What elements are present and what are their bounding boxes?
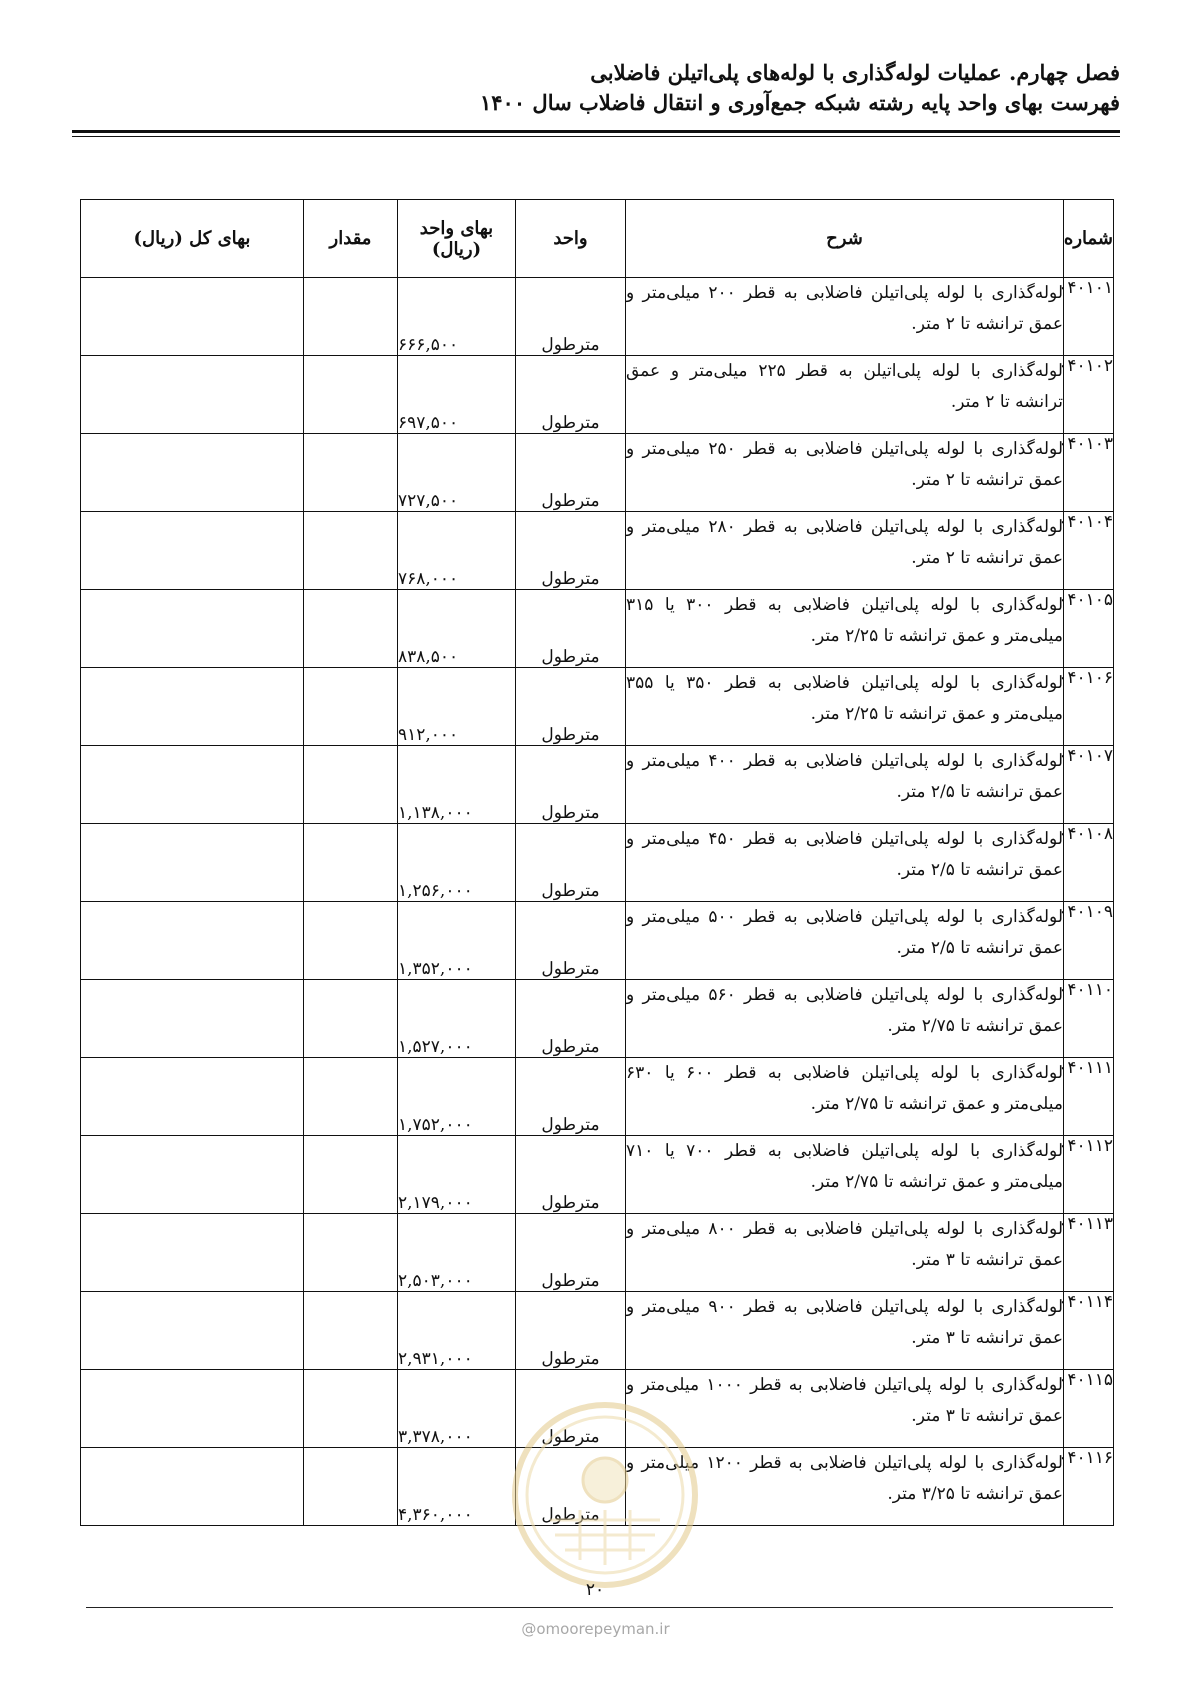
item-description: لوله‌گذاری با لوله پلی‌اتیلن فاضلابی به قطر ۴۰۰ میلی‌متر و عمق ترانشه تا ۲/۵ متر. bbox=[626, 746, 1064, 824]
item-quantity bbox=[304, 590, 398, 668]
item-number: ۰۴۰۱۰۴ bbox=[1064, 512, 1114, 590]
item-number: ۰۴۰۱۰۷ bbox=[1064, 746, 1114, 824]
item-unit-price: ۴,۳۶۰,۰۰۰ bbox=[398, 1448, 516, 1526]
table-row bbox=[81, 824, 1114, 902]
item-number: ۰۴۰۱۱۴ bbox=[1064, 1292, 1114, 1370]
item-unit: مترطول bbox=[516, 1214, 626, 1292]
item-unit-price: ۶۹۷,۵۰۰ bbox=[398, 356, 516, 434]
item-description: لوله‌گذاری با لوله پلی‌اتیلن فاضلابی به قطر ۲۰۰ میلی‌متر و عمق ترانشه تا ۲ متر. bbox=[626, 278, 1064, 356]
item-unit-price: ۱,۷۵۲,۰۰۰ bbox=[398, 1058, 516, 1136]
item-description: لوله‌گذاری با لوله پلی‌اتیلن فاضلابی به قطر ۷۰۰ یا ۷۱۰ میلی‌متر و عمق ترانشه تا ۲/۷۵ متر. bbox=[626, 1136, 1064, 1214]
item-number: ۰۴۰۱۰۹ bbox=[1064, 902, 1114, 980]
header-rule-thin bbox=[72, 136, 1120, 137]
item-unit-price: ۲,۱۷۹,۰۰۰ bbox=[398, 1136, 516, 1214]
item-total-price bbox=[81, 980, 304, 1058]
item-number: ۰۴۰۱۰۱ bbox=[1064, 278, 1114, 356]
item-number: ۰۴۰۱۰۶ bbox=[1064, 668, 1114, 746]
item-quantity bbox=[304, 824, 398, 902]
chapter-title: فصل چهارم. عملیات لوله‌گذاری با لوله‌های پلی‌اتیلن فاضلابی bbox=[590, 60, 1120, 85]
item-number: ۰۴۰۱۱۲ bbox=[1064, 1136, 1114, 1214]
item-total-price bbox=[81, 902, 304, 980]
table-row bbox=[81, 746, 1114, 824]
item-quantity bbox=[304, 980, 398, 1058]
header-rule-thick bbox=[72, 130, 1120, 133]
table-row bbox=[81, 1058, 1114, 1136]
item-quantity bbox=[304, 1214, 398, 1292]
table-row bbox=[81, 434, 1114, 512]
footer-rule bbox=[86, 1607, 1113, 1608]
table-row bbox=[81, 668, 1114, 746]
item-number: ۰۴۰۱۰۸ bbox=[1064, 824, 1114, 902]
item-description: لوله‌گذاری با لوله پلی‌اتیلن فاضلابی به قطر ۳۰۰ یا ۳۱۵ میلی‌متر و عمق ترانشه تا ۲/۲۵ متر. bbox=[626, 590, 1064, 668]
item-unit: مترطول bbox=[516, 824, 626, 902]
page-number: ۲۰ bbox=[585, 1580, 605, 1600]
item-number: ۰۴۰۱۱۰ bbox=[1064, 980, 1114, 1058]
item-unit-price: ۱,۲۵۶,۰۰۰ bbox=[398, 824, 516, 902]
table-header-row bbox=[81, 200, 1114, 278]
item-unit-price: ۲,۹۳۱,۰۰۰ bbox=[398, 1292, 516, 1370]
item-quantity bbox=[304, 746, 398, 824]
item-description: لوله‌گذاری با لوله پلی‌اتیلن فاضلابی به قطر ۸۰۰ میلی‌متر و عمق ترانشه تا ۳ متر. bbox=[626, 1214, 1064, 1292]
item-quantity bbox=[304, 356, 398, 434]
item-number: ۰۴۰۱۱۱ bbox=[1064, 1058, 1114, 1136]
item-unit: مترطول bbox=[516, 668, 626, 746]
item-unit-price: ۸۳۸,۵۰۰ bbox=[398, 590, 516, 668]
item-unit: مترطول bbox=[516, 590, 626, 668]
table-row bbox=[81, 512, 1114, 590]
item-unit-price: ۶۶۶,۵۰۰ bbox=[398, 278, 516, 356]
watermark-url: @omoorepeyman.ir bbox=[521, 1620, 670, 1638]
item-quantity bbox=[304, 1292, 398, 1370]
item-total-price bbox=[81, 434, 304, 512]
item-unit: مترطول bbox=[516, 356, 626, 434]
item-number: ۰۴۰۱۰۳ bbox=[1064, 434, 1114, 512]
price-list-table bbox=[80, 199, 1114, 1526]
item-description: لوله‌گذاری با لوله پلی‌اتیلن فاضلابی به قطر ۹۰۰ میلی‌متر و عمق ترانشه تا ۳ متر. bbox=[626, 1292, 1064, 1370]
item-quantity bbox=[304, 902, 398, 980]
item-unit: مترطول bbox=[516, 1370, 626, 1448]
item-quantity bbox=[304, 1448, 398, 1526]
table-row bbox=[81, 590, 1114, 668]
item-total-price bbox=[81, 1136, 304, 1214]
item-quantity bbox=[304, 278, 398, 356]
item-number: ۰۴۰۱۰۵ bbox=[1064, 590, 1114, 668]
item-total-price bbox=[81, 278, 304, 356]
item-quantity bbox=[304, 512, 398, 590]
item-quantity bbox=[304, 434, 398, 512]
item-unit: مترطول bbox=[516, 434, 626, 512]
item-unit: مترطول bbox=[516, 980, 626, 1058]
item-quantity bbox=[304, 1370, 398, 1448]
item-unit: مترطول bbox=[516, 902, 626, 980]
item-description: لوله‌گذاری با لوله پلی‌اتیلن فاضلابی به قطر ۱۰۰۰ میلی‌متر و عمق ترانشه تا ۳ متر. bbox=[626, 1370, 1064, 1448]
item-total-price bbox=[81, 1214, 304, 1292]
item-unit-price: ۱,۵۲۷,۰۰۰ bbox=[398, 980, 516, 1058]
item-unit-price: ۷۲۷,۵۰۰ bbox=[398, 434, 516, 512]
item-unit-price: ۳,۳۷۸,۰۰۰ bbox=[398, 1370, 516, 1448]
item-quantity bbox=[304, 668, 398, 746]
item-number: ۰۴۰۱۱۶ bbox=[1064, 1448, 1114, 1526]
item-total-price bbox=[81, 1448, 304, 1526]
item-description: لوله‌گذاری با لوله پلی‌اتیلن فاضلابی به قطر ۵۰۰ میلی‌متر و عمق ترانشه تا ۲/۵ متر. bbox=[626, 902, 1064, 980]
item-quantity bbox=[304, 1058, 398, 1136]
item-description: لوله‌گذاری با لوله پلی‌اتیلن فاضلابی به قطر ۵۶۰ میلی‌متر و عمق ترانشه تا ۲/۷۵ متر. bbox=[626, 980, 1064, 1058]
table-row bbox=[81, 1136, 1114, 1214]
item-description: لوله‌گذاری با لوله پلی‌اتیلن فاضلابی به قطر ۲۵۰ میلی‌متر و عمق ترانشه تا ۲ متر. bbox=[626, 434, 1064, 512]
column-header-unit: واحد bbox=[516, 200, 626, 278]
item-unit: مترطول bbox=[516, 746, 626, 824]
table-row bbox=[81, 980, 1114, 1058]
item-number: ۰۴۰۱۱۵ bbox=[1064, 1370, 1114, 1448]
item-unit-price: ۲,۵۰۳,۰۰۰ bbox=[398, 1214, 516, 1292]
item-unit: مترطول bbox=[516, 278, 626, 356]
item-unit: مترطول bbox=[516, 1136, 626, 1214]
page-header bbox=[72, 58, 1120, 118]
item-total-price bbox=[81, 746, 304, 824]
watermark-seal-icon bbox=[510, 1400, 700, 1590]
item-description: لوله‌گذاری با لوله پلی‌اتیلن به قطر ۲۲۵ میلی‌متر و عمق ترانشه تا ۲ متر. bbox=[626, 356, 1064, 434]
column-header-unit-price bbox=[398, 200, 516, 278]
unit-price-header-currency: (ریال) bbox=[431, 238, 482, 260]
item-total-price bbox=[81, 1058, 304, 1136]
table-row bbox=[81, 356, 1114, 434]
item-unit: مترطول bbox=[516, 1292, 626, 1370]
unit-price-header-label: بهای واحد bbox=[419, 217, 494, 239]
item-quantity bbox=[304, 1136, 398, 1214]
document-title: فهرست بهای واحد پایه رشته شبکه جمع‌آوری و انتقال فاضلاب سال ۱۴۰۰ bbox=[480, 90, 1120, 115]
item-unit-price: ۷۶۸,۰۰۰ bbox=[398, 512, 516, 590]
item-unit-price: ۱,۳۵۲,۰۰۰ bbox=[398, 902, 516, 980]
item-number: ۰۴۰۱۱۳ bbox=[1064, 1214, 1114, 1292]
item-description: لوله‌گذاری با لوله پلی‌اتیلن فاضلابی به قطر ۱۲۰۰ میلی‌متر و عمق ترانشه تا ۳/۲۵ متر. bbox=[626, 1448, 1064, 1526]
item-unit: مترطول bbox=[516, 1058, 626, 1136]
table-row bbox=[81, 278, 1114, 356]
column-header-description: شرح bbox=[626, 200, 1064, 278]
item-total-price bbox=[81, 590, 304, 668]
item-description: لوله‌گذاری با لوله پلی‌اتیلن فاضلابی به قطر ۲۸۰ میلی‌متر و عمق ترانشه تا ۲ متر. bbox=[626, 512, 1064, 590]
item-description: لوله‌گذاری با لوله پلی‌اتیلن فاضلابی به قطر ۶۰۰ یا ۶۳۰ میلی‌متر و عمق ترانشه تا ۲/۷۵ متر. bbox=[626, 1058, 1064, 1136]
column-header-total-price: بهای کل (ریال) bbox=[81, 200, 304, 278]
column-header-quantity: مقدار bbox=[304, 200, 398, 278]
item-total-price bbox=[81, 356, 304, 434]
item-total-price bbox=[81, 1370, 304, 1448]
item-unit-price: ۹۱۲,۰۰۰ bbox=[398, 668, 516, 746]
column-header-number: شماره bbox=[1064, 200, 1114, 278]
item-total-price bbox=[81, 824, 304, 902]
item-description: لوله‌گذاری با لوله پلی‌اتیلن فاضلابی به قطر ۳۵۰ یا ۳۵۵ میلی‌متر و عمق ترانشه تا ۲/۲۵ متر. bbox=[626, 668, 1064, 746]
item-total-price bbox=[81, 668, 304, 746]
item-total-price bbox=[81, 512, 304, 590]
item-unit: مترطول bbox=[516, 1448, 626, 1526]
item-total-price bbox=[81, 1292, 304, 1370]
table-row bbox=[81, 902, 1114, 980]
table-row bbox=[81, 1214, 1114, 1292]
item-unit-price: ۱,۱۳۸,۰۰۰ bbox=[398, 746, 516, 824]
table-row bbox=[81, 1292, 1114, 1370]
item-unit: مترطول bbox=[516, 512, 626, 590]
item-description: لوله‌گذاری با لوله پلی‌اتیلن فاضلابی به قطر ۴۵۰ میلی‌متر و عمق ترانشه تا ۲/۵ متر. bbox=[626, 824, 1064, 902]
item-number: ۰۴۰۱۰۲ bbox=[1064, 356, 1114, 434]
